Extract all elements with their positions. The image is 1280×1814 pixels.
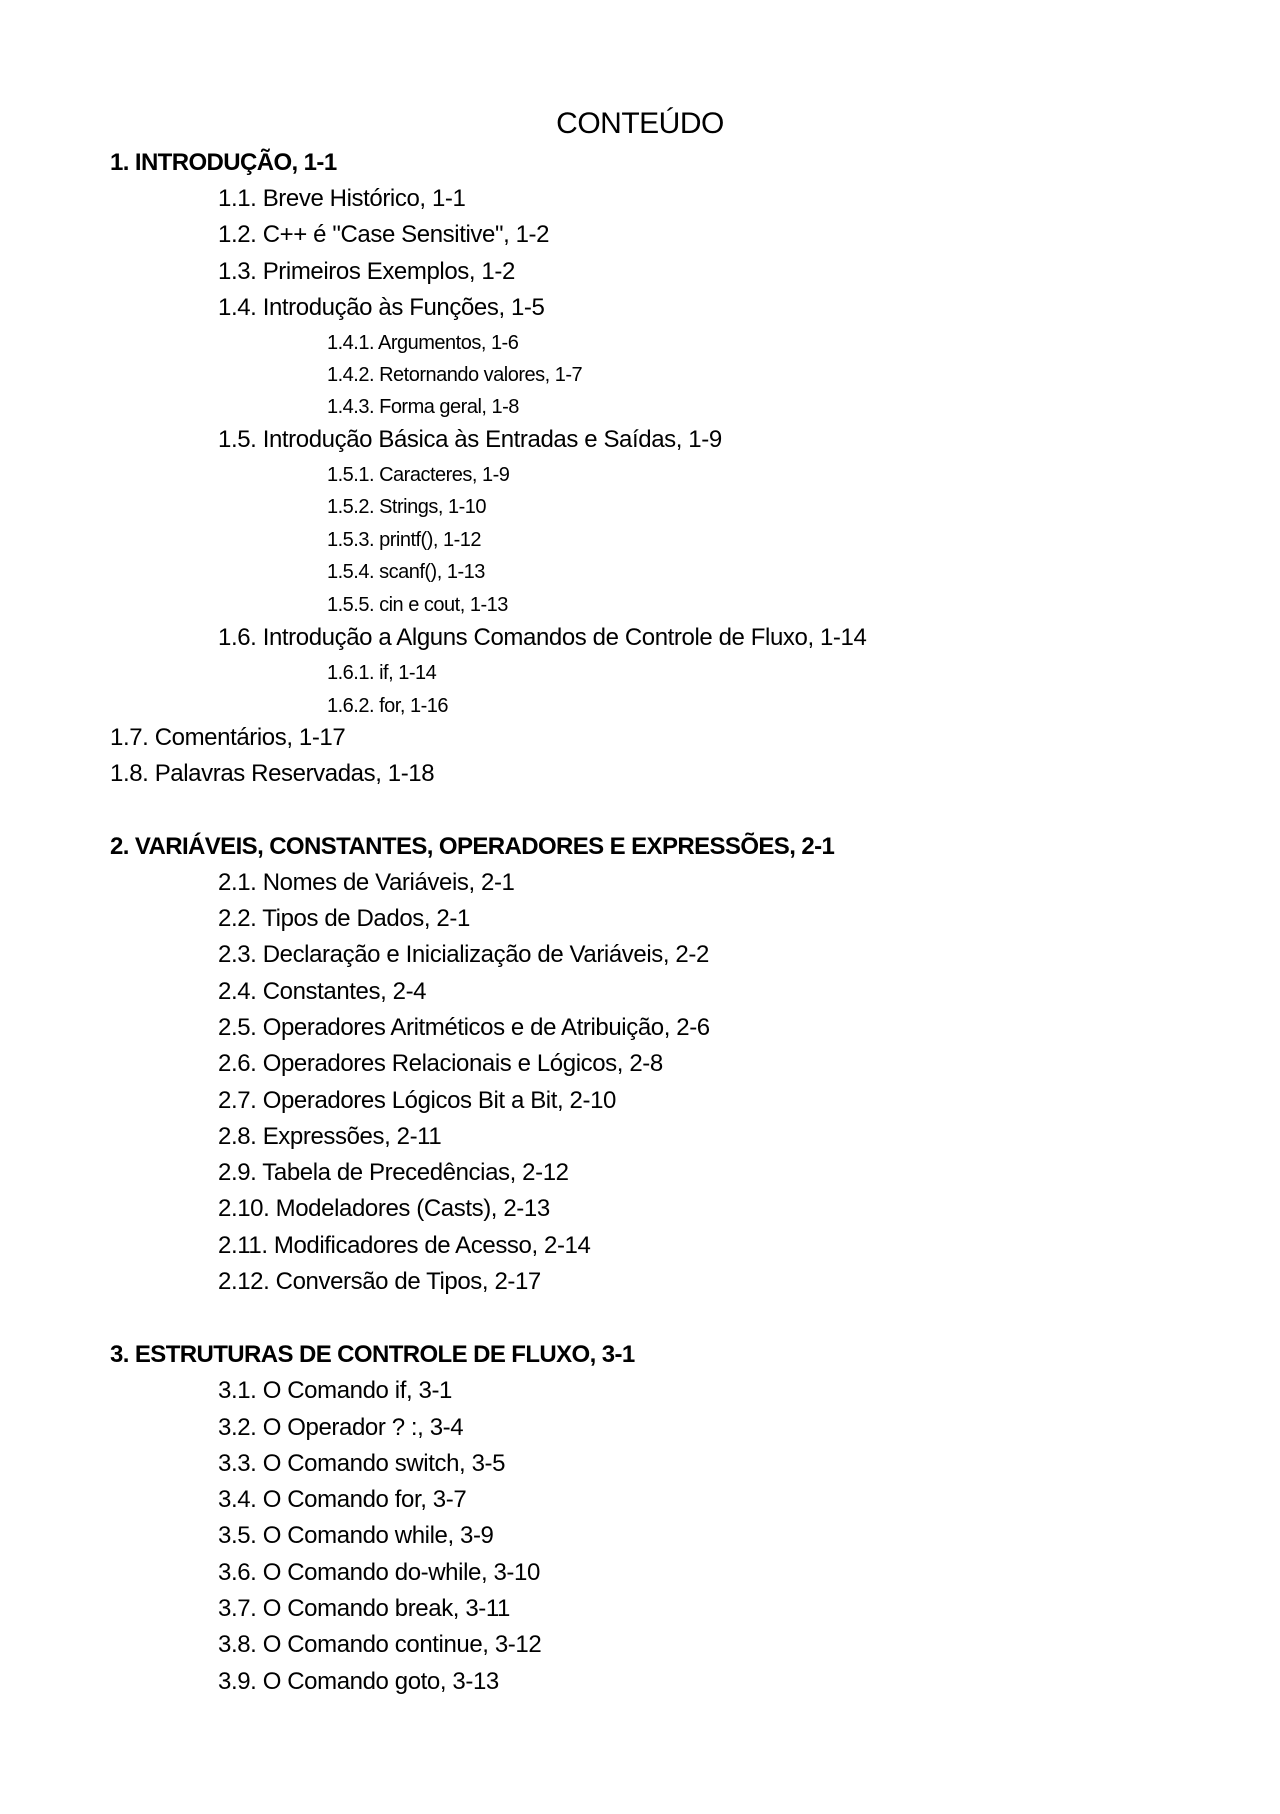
toc-entry: 2.5. Operadores Aritméticos e de Atribuição, 2-6 <box>218 1014 710 1041</box>
toc-chapter-heading: 2. VARIÁVEIS, CONSTANTES, OPERADORES E EXPRESSÕES, 2-1 <box>110 833 835 860</box>
toc-subentry: 1.5.4. scanf(), 1-13 <box>327 561 485 583</box>
toc-entry: 1.4. Introdução às Funções, 1-5 <box>218 294 545 321</box>
toc-subentry: 1.5.3. printf(), 1-12 <box>327 529 482 551</box>
toc-entry: 1.7. Comentários, 1-17 <box>110 724 346 751</box>
toc-subentry: 1.6.1. if, 1-14 <box>327 662 437 684</box>
toc-subentry: 1.4.1. Argumentos, 1-6 <box>327 332 519 354</box>
toc-entry: 2.3. Declaração e Inicialização de Variáveis, 2-2 <box>218 941 709 968</box>
toc-entry: 3.2. O Operador ? :, 3-4 <box>218 1414 464 1441</box>
toc-chapter-heading: 1. INTRODUÇÃO, 1-1 <box>110 149 337 176</box>
toc-entry: 3.6. O Comando do-while, 3-10 <box>218 1559 540 1586</box>
toc-entry: 2.8. Expressões, 2-11 <box>218 1123 442 1150</box>
toc-entry: 1.2. C++ é "Case Sensitive", 1-2 <box>218 221 550 248</box>
toc-entry: 3.7. O Comando break, 3-11 <box>218 1595 510 1622</box>
toc-entry: 1.5. Introdução Básica às Entradas e Saídas, 1-9 <box>218 426 722 453</box>
toc-entry: 3.1. O Comando if, 3-1 <box>218 1377 452 1404</box>
toc-subentry: 1.5.2. Strings, 1-10 <box>327 496 486 518</box>
toc-entry: 1.8. Palavras Reservadas, 1-18 <box>110 760 435 787</box>
toc-subentry: 1.6.2. for, 1-16 <box>327 695 448 717</box>
toc-entry: 3.3. O Comando switch, 3-5 <box>218 1450 506 1477</box>
toc-entry: 3.5. O Comando while, 3-9 <box>218 1522 494 1549</box>
toc-entry: 3.9. O Comando goto, 3-13 <box>218 1668 499 1695</box>
toc-entry: 3.8. O Comando continue, 3-12 <box>218 1631 542 1658</box>
toc-subentry: 1.5.5. cin e cout, 1-13 <box>327 594 508 616</box>
toc-entry: 2.10. Modeladores (Casts), 2-13 <box>218 1195 550 1222</box>
toc-entry: 1.1. Breve Histórico, 1-1 <box>218 185 466 212</box>
toc-subentry: 1.4.3. Forma geral, 1-8 <box>327 396 519 418</box>
toc-subentry: 1.5.1. Caracteres, 1-9 <box>327 464 510 486</box>
toc-entry: 2.7. Operadores Lógicos Bit a Bit, 2-10 <box>218 1087 616 1114</box>
page-title: CONTEÚDO <box>556 107 724 140</box>
toc-entry: 2.4. Constantes, 2-4 <box>218 978 427 1005</box>
toc-entry: 2.1. Nomes de Variáveis, 2-1 <box>218 869 515 896</box>
toc-entry: 2.6. Operadores Relacionais e Lógicos, 2-8 <box>218 1050 663 1077</box>
toc-chapter-heading: 3. ESTRUTURAS DE CONTROLE DE FLUXO, 3-1 <box>110 1341 635 1368</box>
toc-entry: 2.9. Tabela de Precedências, 2-12 <box>218 1159 569 1186</box>
toc-entry: 2.2. Tipos de Dados, 2-1 <box>218 905 470 932</box>
toc-entry: 3.4. O Comando for, 3-7 <box>218 1486 467 1513</box>
toc-subentry: 1.4.2. Retornando valores, 1-7 <box>327 364 583 386</box>
toc-entry: 2.12. Conversão de Tipos, 2-17 <box>218 1268 541 1295</box>
toc-entry: 1.3. Primeiros Exemplos, 1-2 <box>218 258 515 285</box>
toc-entry: 2.11. Modificadores de Acesso, 2-14 <box>218 1232 591 1259</box>
toc-entry: 1.6. Introdução a Alguns Comandos de Controle de Fluxo, 1-14 <box>218 624 867 651</box>
